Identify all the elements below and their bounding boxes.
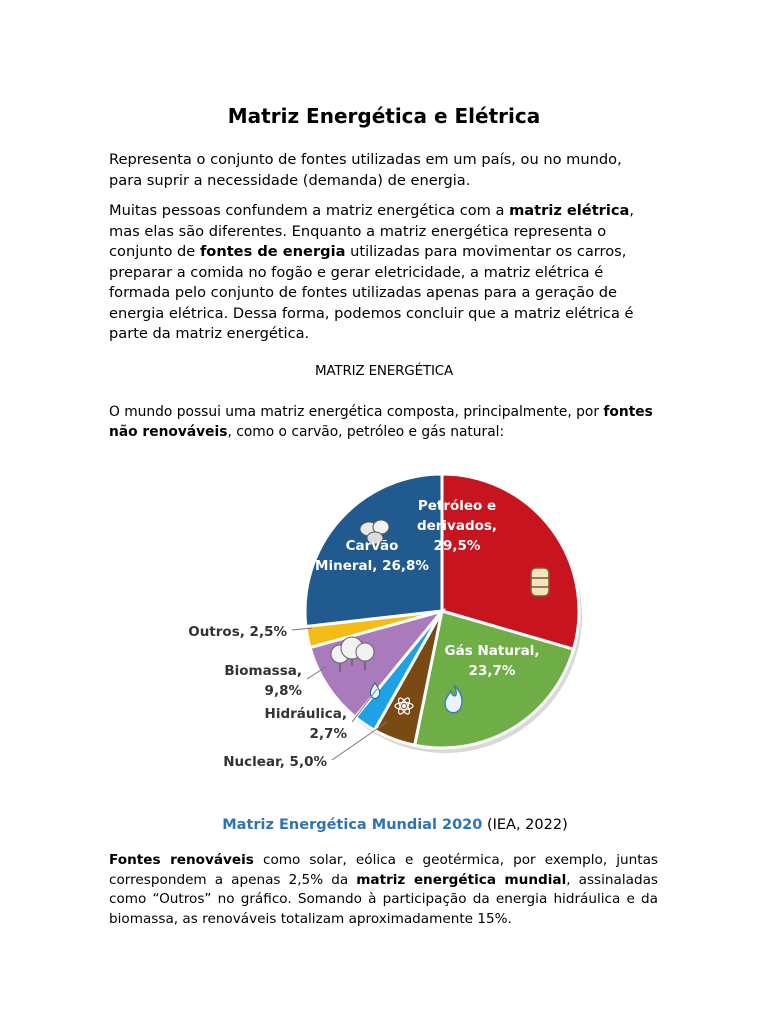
slice-label-gas-natural: 23,7% [468, 663, 516, 679]
slice-label-hidraulica: Hidráulica, [264, 706, 347, 722]
intro-paragraph [109, 402, 659, 442]
text-run: , assinaladas como “Outros” no gráfico. Somando à participação da energia hidráulica e da biomassa, as renováveis totalizam aproximadamente 15%. [109, 871, 658, 927]
pie-chart [172, 456, 602, 786]
bold-fontes-renovaveis: Fontes renováveis [109, 852, 254, 868]
bold-matriz-energetica-mundial: matriz energética mundial [356, 871, 567, 888]
bold-fontes-de-energia: fontes de energia [199, 243, 346, 260]
slice-label-petroleo-e-derivados: Petróleo e [417, 498, 497, 514]
text-run: Muitas pessoas confundem a matriz energética com a [109, 202, 510, 219]
oil-barrel-icon [531, 568, 549, 596]
page-title: Matriz Energética e Elétrica [227, 104, 541, 128]
slice-label-carvao-mineral: Mineral, 26,8% [315, 558, 429, 574]
bold-fontes-nao-renovaveis: fontes não renováveis [109, 404, 653, 440]
paragraph-definition: Representa o conjunto de fontes utilizadas em um país, ou no mundo, para suprir a necessidade (demanda) de energia. [109, 151, 622, 189]
paragraph-comparison [109, 201, 649, 345]
slice-label-nuclear: Nuclear, 5,0% [223, 754, 327, 770]
final-paragraph [109, 851, 658, 929]
slice-label-petroleo-e-derivados: derivados, [416, 518, 498, 534]
caption-title: Matriz Energética Mundial 2020 [222, 817, 483, 833]
text-run: , como o carvão, petróleo e gás natural: [227, 424, 505, 440]
chart-caption [0, 817, 768, 833]
text-run: utilizadas para movimentar os carros, preparar a comida no fogão e gerar eletricidade, a matriz elétrica é formada pelo conjunto de fontes utilizadas apenas para a geração de energia elétrica. Dessa forma, podemos concluir que a matriz elétrica é parte da matriz energética. [109, 243, 634, 342]
text-run: , mas elas são diferentes. Enquanto a matriz energética representa o conjunto de [109, 202, 635, 260]
slice-label-hidraulica: 2,7% [309, 726, 347, 742]
section-heading: MATRIZ ENERGÉTICA [314, 363, 453, 379]
slice-label-biomassa: 9,8% [264, 683, 302, 699]
pie-chart-svg [172, 456, 602, 786]
slice-label-gas-natural: Gás Natural, [444, 643, 540, 659]
caption-source: (IEA, 2022) [486, 817, 568, 833]
slice-label-petroleo-e-derivados: 29,5% [433, 538, 481, 554]
text-run: O mundo possui uma matriz energética composta, principalmente, por [109, 404, 604, 420]
slice-label-outros: Outros, 2,5% [188, 624, 287, 640]
slice-label-biomassa: Biomassa, [224, 663, 302, 679]
text-run: como solar, eólica e geotérmica, por exemplo, juntas correspondem a apenas 2,5% da [109, 852, 658, 888]
bold-matriz-eletrica: matriz elétrica [509, 202, 630, 219]
slice-label-carvao-mineral: Carvão [345, 538, 399, 554]
